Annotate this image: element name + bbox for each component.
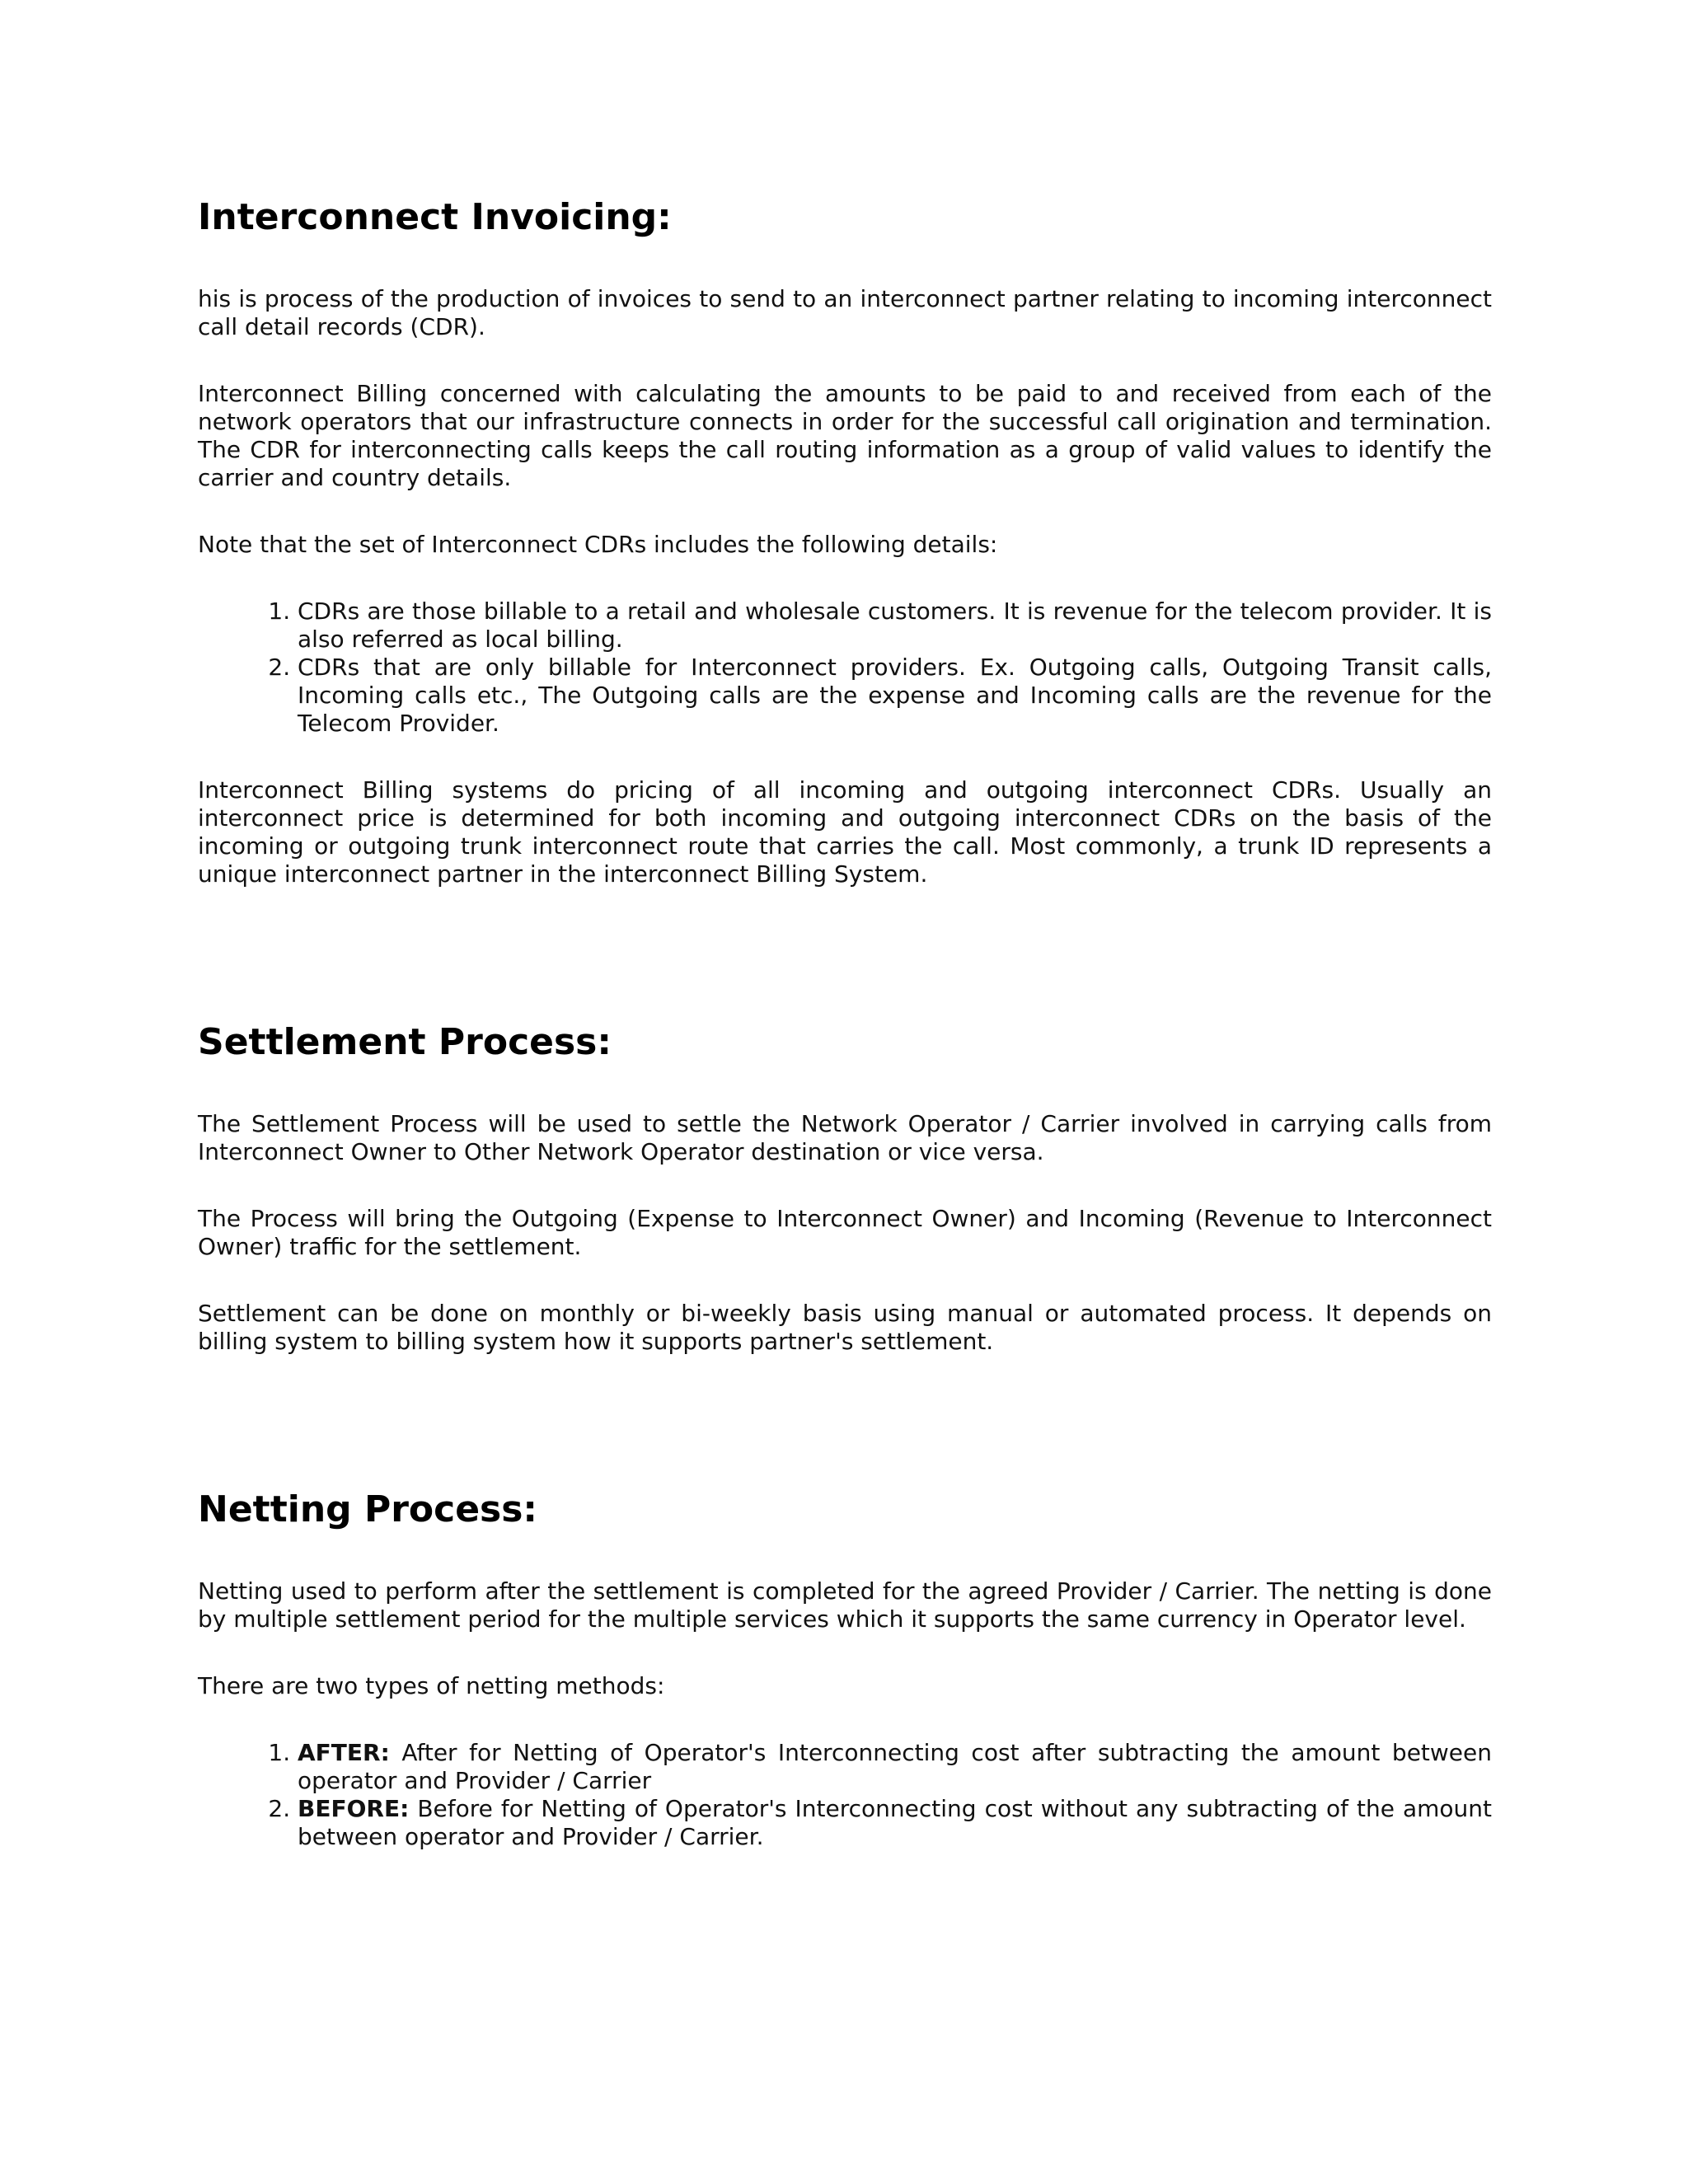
section-interconnect-invoicing	[198, 194, 1492, 888]
paragraph: Note that the set of Interconnect CDRs includes the following details:	[198, 531, 998, 558]
paragraph: Interconnect Billing systems do pricing of all incoming and outgoing interconnect CDRs. Usually an interconnect price is determined for both incoming and outgoing interconnect CDRs on the basis of the incoming or outgoing trunk interconnect route that carries the call. Most commonly, a trunk ID represents a unique interconnect partner in the interconnect Billing System.	[198, 776, 1492, 888]
section-netting-process	[198, 1487, 1492, 1851]
list-item-term: AFTER:	[298, 1739, 390, 1766]
list-item: 1. CDRs are those billable to a retail and wholesale customers. It is revenue for the telecom provider. It is also referred as local billing.	[298, 598, 1492, 654]
list-item	[298, 1739, 1492, 1795]
paragraph: The Settlement Process will be used to settle the Network Operator / Carrier involved in carrying calls from Interconnect Owner to Other Network Operator destination or vice versa.	[198, 1110, 1492, 1165]
section-heading: Netting Process:	[198, 1488, 538, 1530]
section-heading: Interconnect Invoicing:	[198, 196, 672, 238]
section-settlement-process	[198, 1019, 1492, 1356]
numbered-list	[198, 1739, 1492, 1851]
paragraph: There are two types of netting methods:	[198, 1672, 665, 1699]
list-item-term: BEFORE:	[298, 1795, 410, 1822]
list-item: 2. CDRs that are only billable for Interconnect providers. Ex. Outgoing calls, Outgoing Transit calls, Incoming calls etc., The Outgoing calls are the expense and Incoming calls are the revenue for the Telecom Provider.	[298, 654, 1492, 738]
list-item	[298, 1795, 1492, 1851]
paragraph: Settlement can be done on monthly or bi-weekly basis using manual or automated process. It depends on billing system to billing system how it supports partner's settlement.	[198, 1300, 1492, 1355]
paragraph: his is process of the production of invoices to send to an interconnect partner relating to incoming interconnect call detail records (CDR).	[198, 285, 1492, 340]
list-item-text: After for Netting of Operator's Interconnecting cost after subtracting the amount between operator and Provider / Carrier	[298, 1739, 1492, 1794]
section-heading: Settlement Process:	[198, 1021, 612, 1063]
numbered-list	[198, 598, 1492, 738]
paragraph: Netting used to perform after the settlement is completed for the agreed Provider / Carrier. The netting is done by multiple settlement period for the multiple services which it supports the same currency in Operator level.	[198, 1577, 1492, 1633]
section-gap	[198, 927, 1492, 1019]
section-gap	[198, 1394, 1492, 1487]
document-page	[198, 194, 1492, 1890]
paragraph: The Process will bring the Outgoing (Expense to Interconnect Owner) and Incoming (Revenue to Interconnect Owner) traffic for the settlement.	[198, 1205, 1492, 1260]
paragraph: Interconnect Billing concerned with calculating the amounts to be paid to and received from each of the network operators that our infrastructure connects in order for the successful call origination and termination. The CDR for interconnecting calls keeps the call routing information as a group of valid values to identify the carrier and country details.	[198, 380, 1492, 491]
list-item-text: Before for Netting of Operator's Interconnecting cost without any subtracting of the amount between operator and Provider / Carrier.	[298, 1795, 1492, 1850]
